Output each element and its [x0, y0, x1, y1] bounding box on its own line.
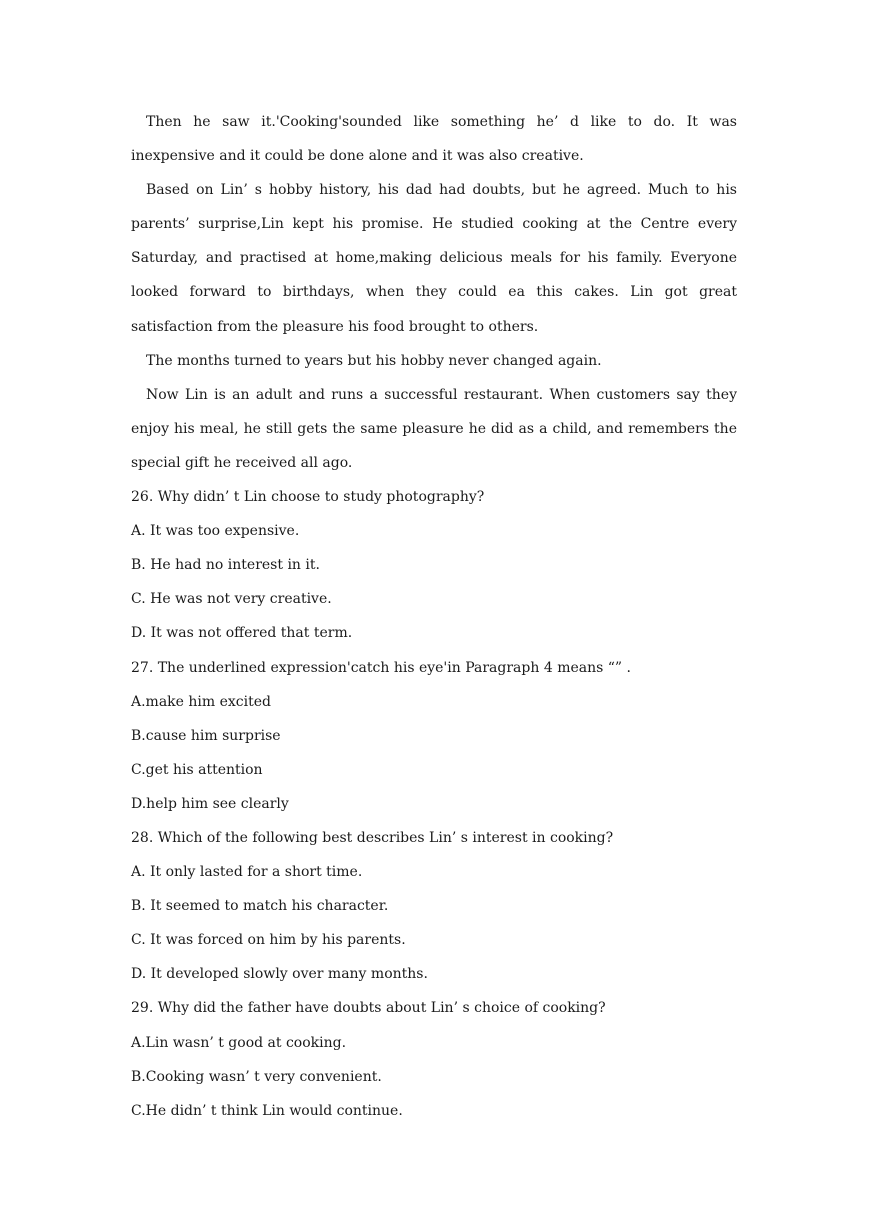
question-option: C. He was not very creative. — [131, 591, 332, 608]
question-option: A.Lin wasn’ t good at cooking. — [131, 1034, 347, 1051]
question-option: D. It developed slowly over many months. — [131, 966, 428, 983]
question-stem: 28. Which of the following best describes Lin’ s interest in cooking? — [131, 829, 614, 846]
question-option: D.help him see clearly — [131, 795, 289, 812]
question-stem: 27. The underlined expression'catch his eye'in Paragraph 4 means “” . — [131, 659, 631, 676]
passage-paragraph: Then he saw it.'Cooking'sounded like something he’ d like to do. It was inexpensive and it could be done alone and it was also creative. — [131, 114, 737, 165]
question-28 — [131, 821, 737, 991]
question-option: B.Cooking wasn’ t very convenient. — [131, 1068, 382, 1085]
question-27 — [131, 651, 737, 821]
question-option: C. It was forced on him by his parents. — [131, 932, 406, 949]
question-26 — [131, 480, 737, 650]
question-option: C.get his attention — [131, 761, 263, 778]
question-stem: 26. Why didn’ t Lin choose to study photography? — [131, 489, 485, 506]
question-stem: 29. Why did the father have doubts about Lin’ s choice of cooking? — [131, 1000, 606, 1017]
question-option: D. It was not offered that term. — [131, 625, 353, 642]
question-option: C.He didn’ t think Lin would continue. — [131, 1102, 403, 1119]
question-option: A.make him excited — [131, 693, 271, 710]
document-content — [131, 105, 737, 1128]
question-option: B. He had no interest in it. — [131, 557, 320, 574]
passage-paragraph: The months turned to years but his hobby never changed again. — [146, 352, 602, 369]
passage-paragraph: Based on Lin’ s hobby history, his dad had doubts, but he agreed. Much to his parents’ surprise,Lin kept his promise. He studied cooking at the Centre every Saturday, and practised at home,making delicious meals for his family. Everyone looked forward to birthdays, when they could ea this cakes. Lin got great satisfaction from the pleasure his food brought to others. — [131, 182, 737, 335]
question-option: B. It seemed to match his character. — [131, 898, 389, 915]
passage-paragraph: Now Lin is an adult and runs a successful restaurant. When customers say they enjoy his meal, he still gets the same pleasure he did as a child, and remembers the special gift he received all ago. — [131, 386, 737, 471]
question-option: A. It was too expensive. — [131, 523, 300, 540]
question-29 — [131, 991, 737, 1127]
question-option: A. It only lasted for a short time. — [131, 864, 363, 881]
question-option: B.cause him surprise — [131, 727, 281, 744]
